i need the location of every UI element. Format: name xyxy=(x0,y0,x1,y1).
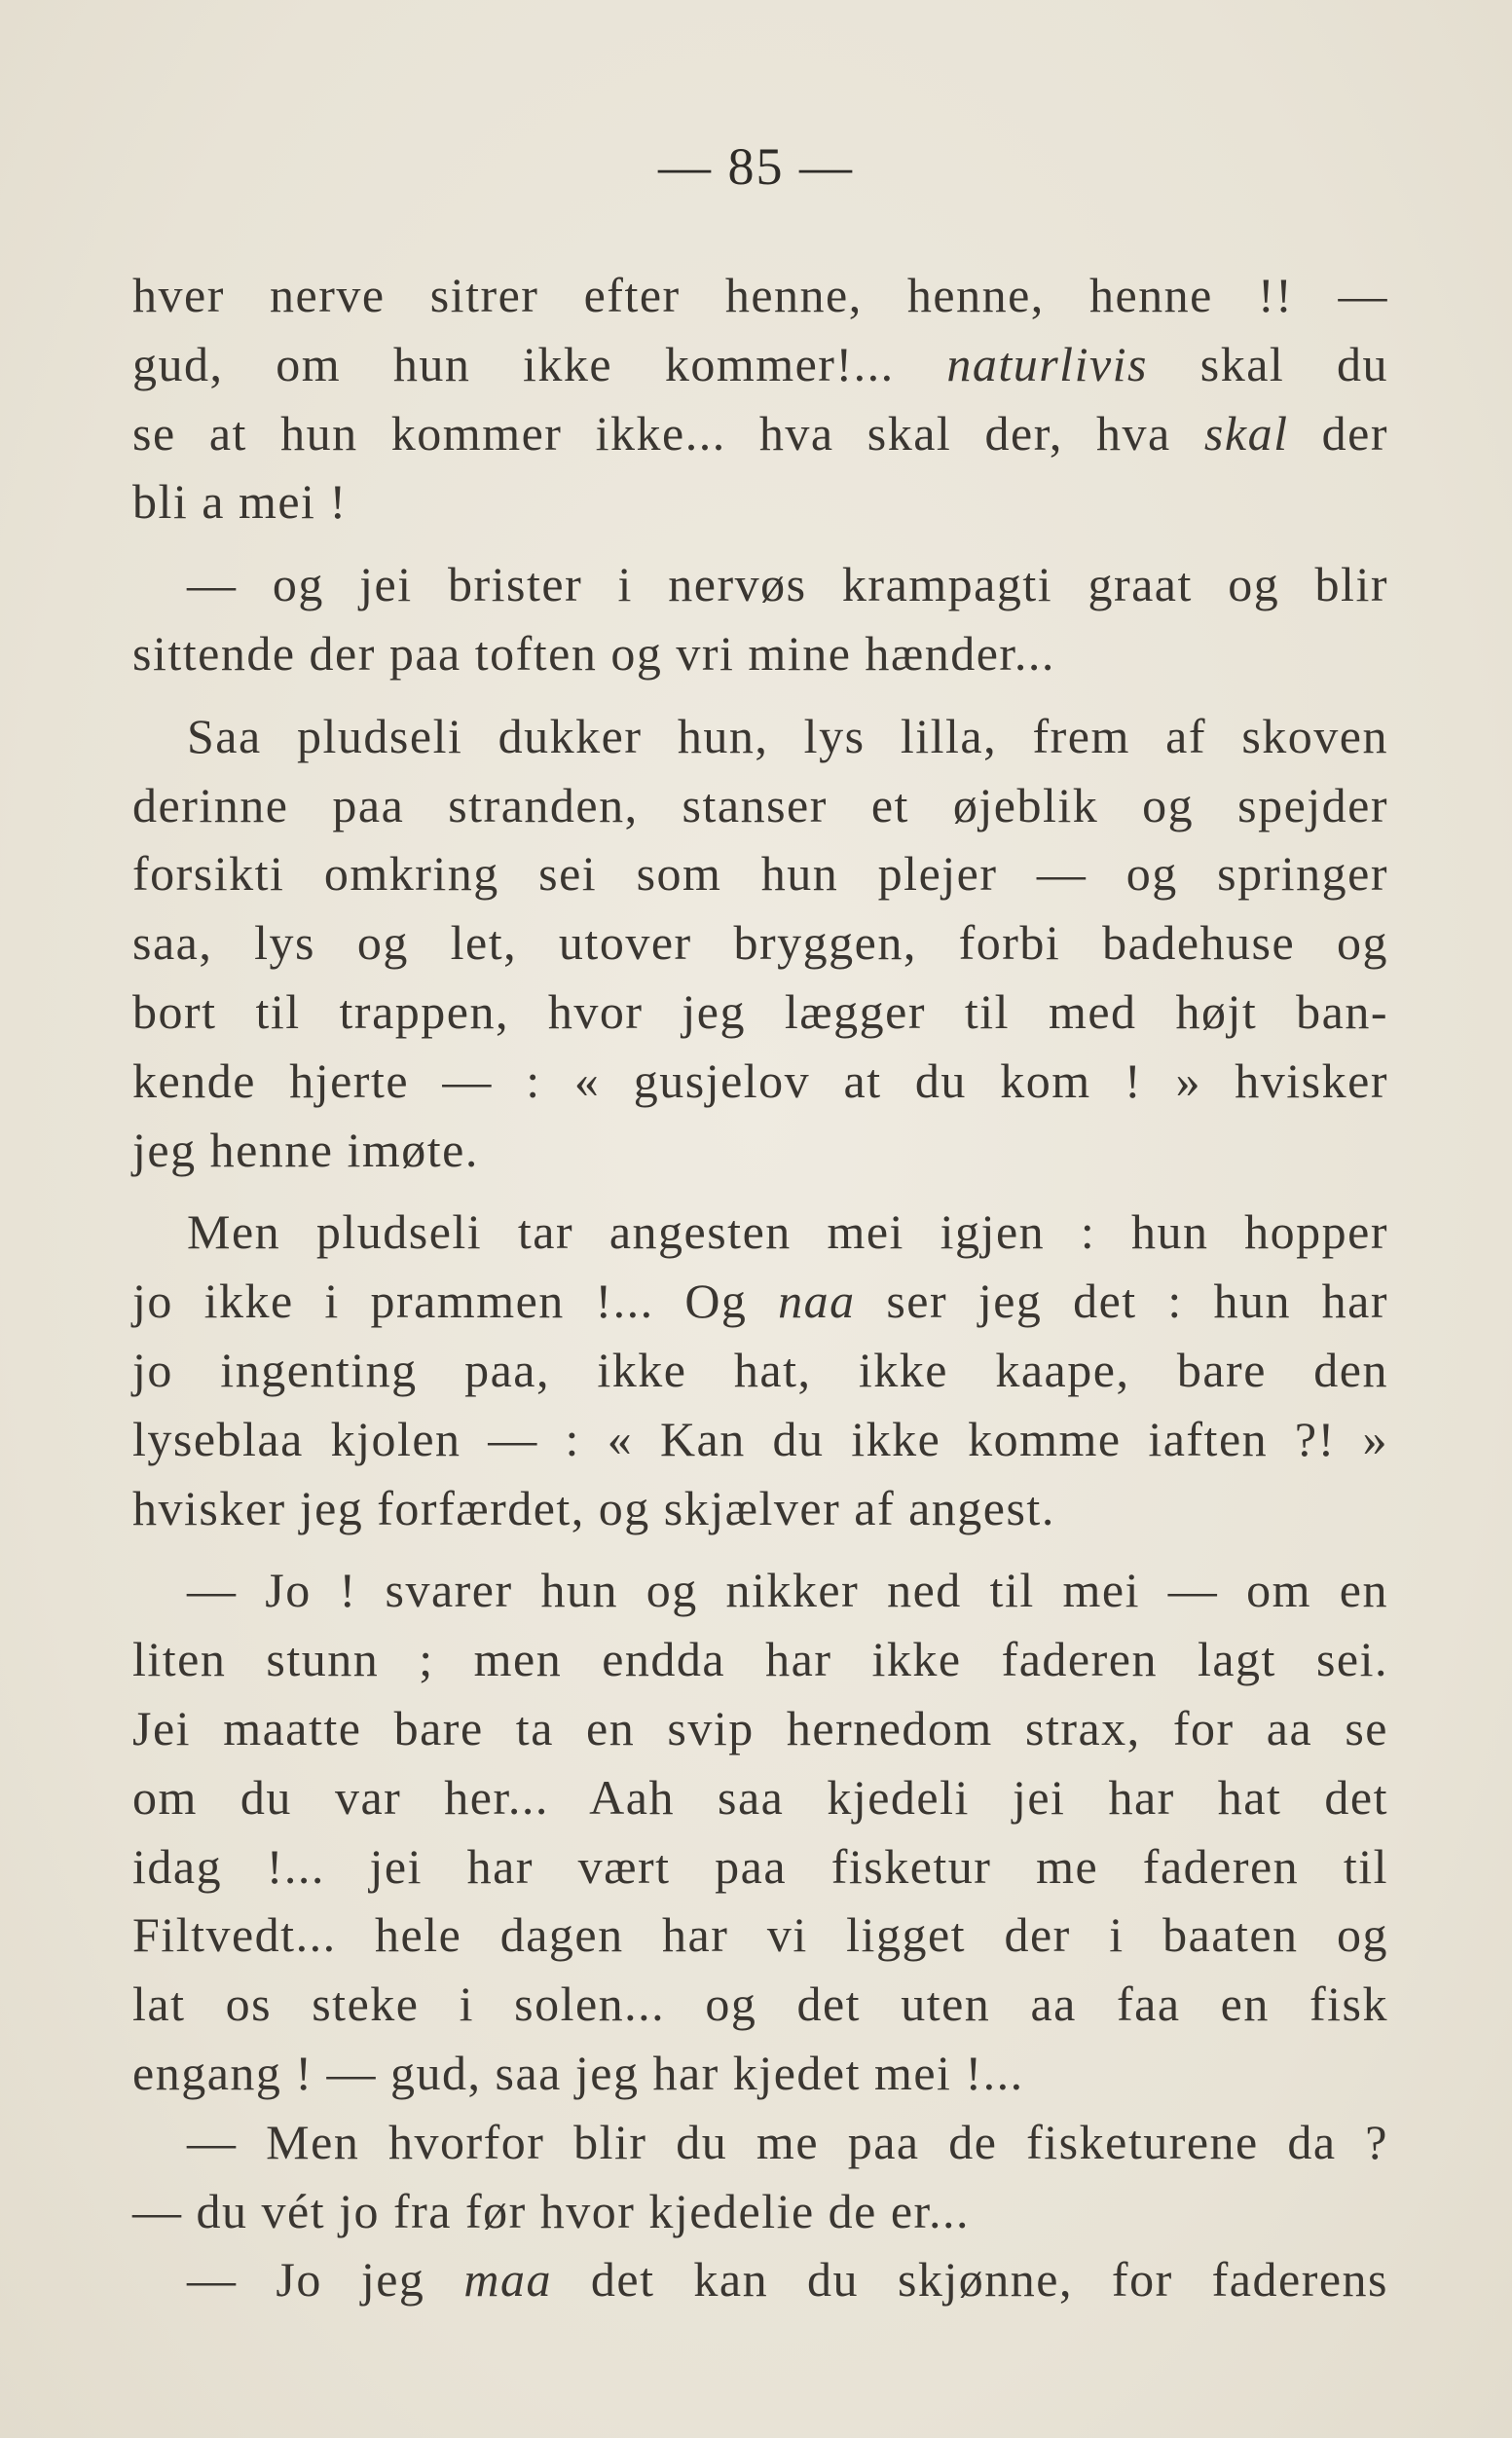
text-line xyxy=(132,1267,1388,1336)
paragraph-gap xyxy=(132,536,1388,550)
text-line: engang ! — gud, saa jeg har kjedet mei !... xyxy=(132,2045,1024,2100)
text-line: jeg henne imøte. xyxy=(132,1122,479,1177)
text-line xyxy=(132,2245,1388,2314)
text-line: idag !... jei har vært paa fisketur me faderen til xyxy=(132,1838,1388,1894)
paragraph-gap xyxy=(132,688,1388,702)
text-line: bort til trappen, hvor jeg lægger til med højt ban- xyxy=(132,983,1388,1039)
text-line: — Jo ! svarer hun og nikker ned til mei — om en xyxy=(187,1563,1388,1618)
text-line: Jei maatte bare ta en svip hernedom strax, for aa se xyxy=(132,1700,1388,1755)
text-line: liten stunn ; men endda har ikke faderen lagt sei. xyxy=(132,1632,1388,1687)
text-span: gud, om hun ikke kommer!... xyxy=(132,336,947,391)
text-line: — du vét jo fra før hvor kjedelie de er... xyxy=(132,2183,970,2238)
text-span: ser jeg det : hun har xyxy=(855,1274,1388,1329)
body-text xyxy=(132,261,1388,2314)
text-line: Saa pludseli dukker hun, lys lilla, frem af skoven xyxy=(187,708,1388,763)
text-line: lat os steke i solen... og det uten aa faa en fisk xyxy=(132,1976,1388,2032)
page-number: — 85 — xyxy=(658,137,854,196)
text-span: — Jo jeg xyxy=(187,2252,464,2308)
text-line: Filtvedt... hele dagen har vi ligget der i baaten og xyxy=(132,1907,1388,1963)
paragraph-gap xyxy=(132,1542,1388,1556)
text-line: hvisker jeg forfærdet, og skjælver af angest. xyxy=(132,1480,1055,1535)
italic-text: naa xyxy=(778,1274,856,1329)
text-line: om du var her... Aah saa kjedeli jei har hat det xyxy=(132,1769,1388,1825)
text-line: — og jei brister i nervøs krampagti graat og blir xyxy=(187,557,1388,612)
text-line: sittende der paa toften og vri mine hænder... xyxy=(132,625,1055,681)
text-span: der xyxy=(1288,405,1389,461)
text-line: Men pludseli tar angesten mei igjen : hun hopper xyxy=(187,1204,1388,1260)
italic-text: maa xyxy=(463,2252,552,2308)
text-line: hver nerve sitrer efter henne, henne, henne !! — xyxy=(132,268,1388,322)
text-line: saa, lys og let, utover bryggen, forbi badehuse og xyxy=(132,915,1388,971)
text-span: jo ikke i prammen !... Og xyxy=(132,1274,779,1329)
text-span: se at hun kommer ikke... hva skal der, hva xyxy=(132,405,1204,461)
text-line: bli a mei ! xyxy=(132,474,348,530)
text-line xyxy=(132,399,1388,468)
italic-text: naturlivis xyxy=(946,336,1149,391)
text-line: derinne paa stranden, stanser et øjeblik og spejder xyxy=(132,777,1388,832)
paragraph-gap xyxy=(132,1184,1388,1198)
text-line: — Men hvorfor blir du me paa de fisketurene da ? xyxy=(187,2114,1388,2169)
text-line: lyseblaa kjolen — : « Kan du ikke komme iaften ?! » xyxy=(132,1411,1388,1466)
italic-text: skal xyxy=(1203,405,1289,461)
text-line: kende hjerte — : « gusjelov at du kom ! » hvisker xyxy=(132,1053,1388,1108)
text-span: det kan du skjønne, for faderens xyxy=(551,2252,1388,2308)
text-line: jo ingenting paa, ikke hat, ikke kaape, bare den xyxy=(132,1342,1388,1397)
text-span: skal du xyxy=(1148,336,1388,391)
text-line xyxy=(132,330,1388,399)
text-line: forsikti omkring sei som hun plejer — og springer xyxy=(132,846,1388,902)
